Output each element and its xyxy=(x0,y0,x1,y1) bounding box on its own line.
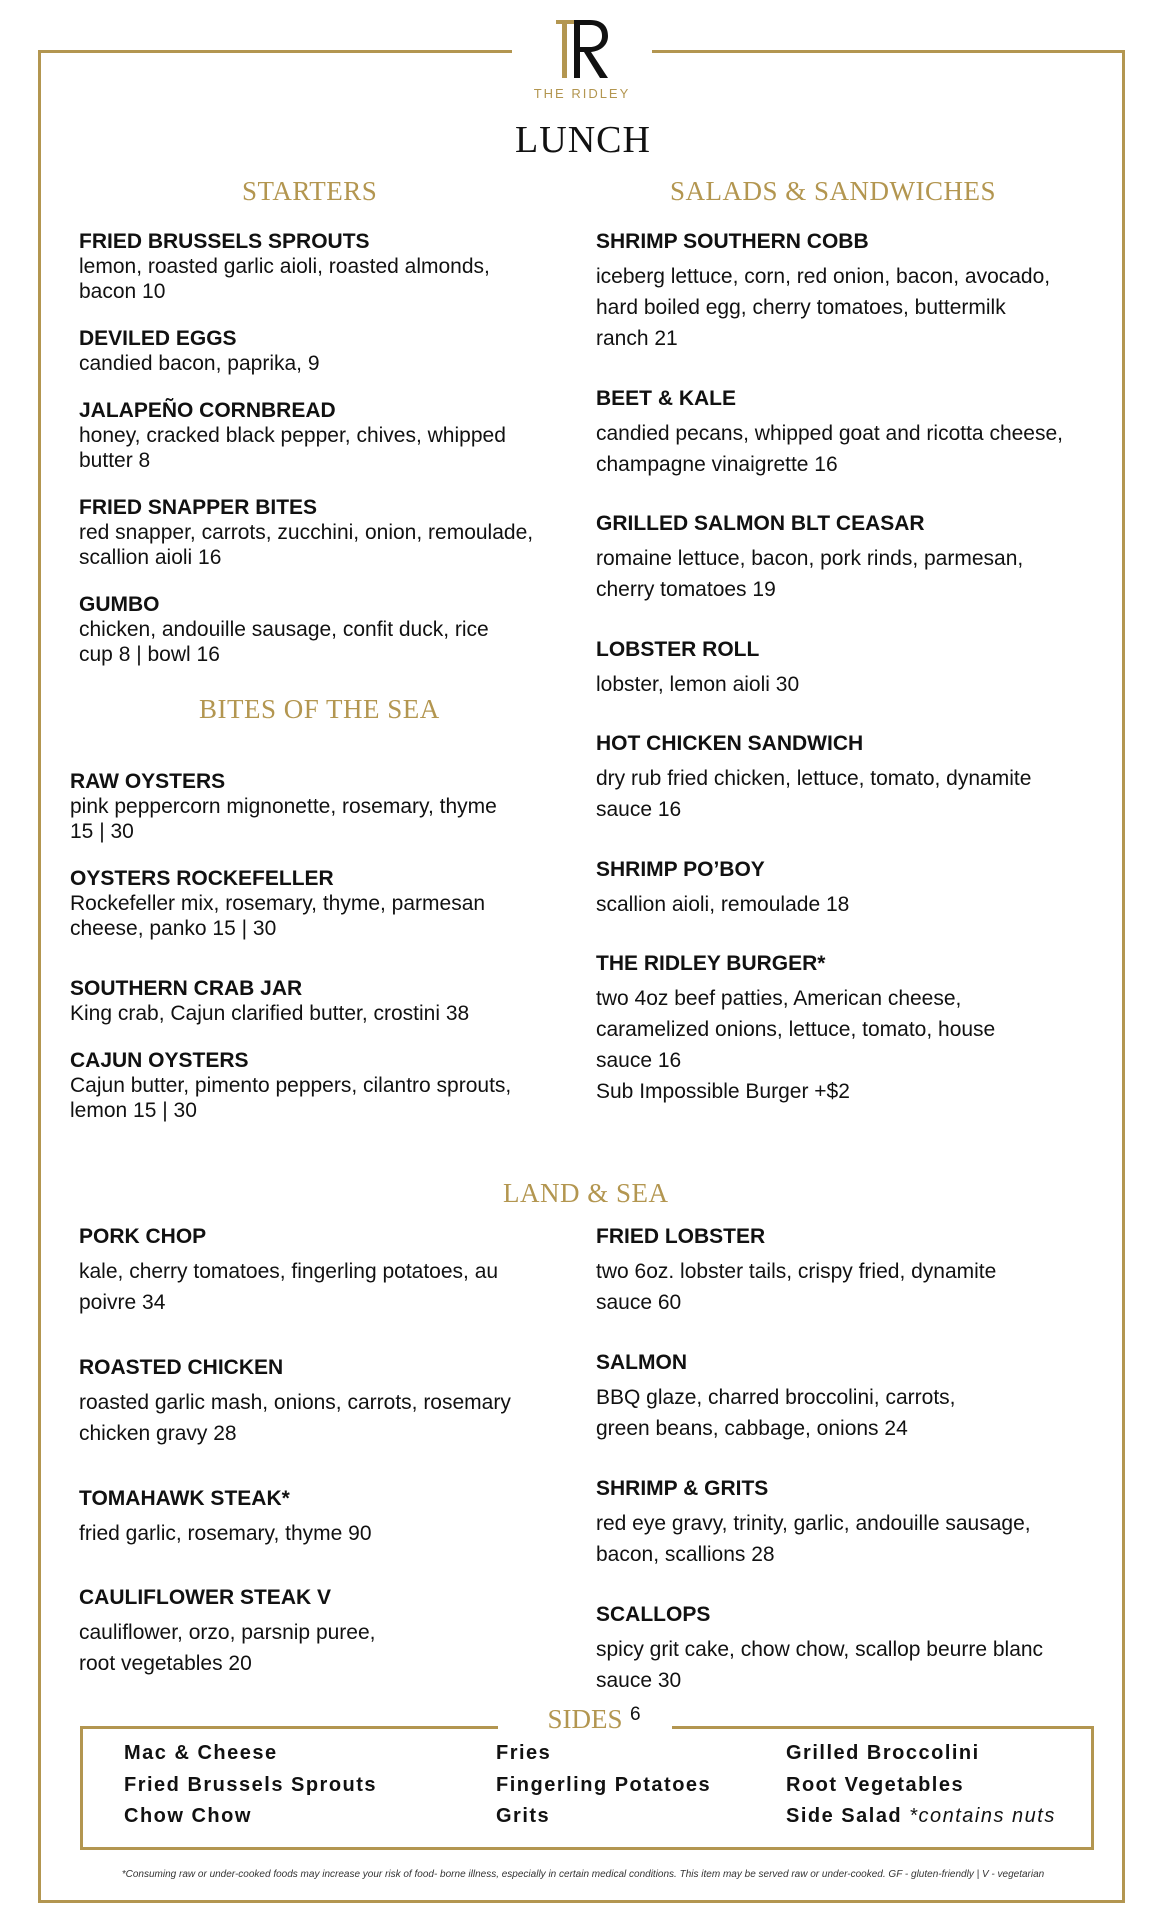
item-name: BEET & KALE xyxy=(596,387,737,410)
side-item xyxy=(786,1805,1056,1828)
menu-item xyxy=(596,951,995,1107)
item-desc: romaine lettuce, bacon, pork rinds, parmesan, cherry tomatoes 19 xyxy=(596,547,1024,601)
item-name: THE RIDLEY BURGER* xyxy=(596,952,826,975)
item-name: HOT CHICKEN SANDWICH xyxy=(596,732,864,755)
side-item: Grilled Broccolini xyxy=(786,1742,980,1764)
item-desc: red eye gravy, trinity, garlic, andouille sausage, bacon, scallions 28 xyxy=(596,1512,1031,1566)
item-desc: BBQ glaze, charred broccolini, carrots, green beans, cabbage, onions 24 xyxy=(596,1386,956,1440)
menu-item xyxy=(596,637,799,700)
menu-item xyxy=(596,1476,1031,1570)
item-desc: honey, cracked black pepper, chives, whipped butter 8 xyxy=(79,424,506,472)
item-name: FRIED SNAPPER BITES xyxy=(79,496,318,519)
side-item: Grits xyxy=(496,1805,551,1827)
item-name: DEVILED EGGS xyxy=(79,327,237,350)
side-item: Fingerling Potatoes xyxy=(496,1774,712,1796)
land-sea-heading: LAND & SEA xyxy=(503,1178,669,1208)
page-title: LUNCH xyxy=(515,119,651,161)
item-desc: Rockefeller mix, rosemary, thyme, parmesan cheese, panko 15 | 30 xyxy=(70,892,486,940)
item-name: CAULIFLOWER STEAK V xyxy=(79,1586,331,1609)
item-name: ROASTED CHICKEN xyxy=(79,1356,284,1379)
side-item: Fries xyxy=(496,1742,552,1764)
item-desc: fried garlic, rosemary, thyme 90 xyxy=(79,1522,372,1545)
item-desc: red snapper, carrots, zucchini, onion, remoulade, scallion aioli 16 xyxy=(79,521,534,569)
side-item: Mac & Cheese xyxy=(124,1742,278,1764)
item-name: LOBSTER ROLL xyxy=(596,638,760,661)
menu-item xyxy=(70,1048,511,1123)
item-name: RAW OYSTERS xyxy=(70,770,226,793)
item-desc: King crab, Cajun clarified butter, crostini 38 xyxy=(70,1002,470,1025)
item-name: SHRIMP & GRITS xyxy=(596,1477,769,1500)
item-desc: scallion aioli, remoulade 18 xyxy=(596,893,850,916)
item-desc: lemon, roasted garlic aioli, roasted almonds, bacon 10 xyxy=(79,255,490,303)
menu-item xyxy=(79,326,320,376)
item-desc: candied bacon, paprika, 9 xyxy=(79,352,320,375)
item-desc: candied pecans, whipped goat and ricotta cheese, champagne vinaigrette 16 xyxy=(596,422,1063,476)
item-name: FRIED LOBSTER xyxy=(596,1225,766,1248)
menu-item xyxy=(79,1224,498,1318)
menu-item xyxy=(596,1350,955,1444)
item-name: GUMBO xyxy=(79,593,160,616)
brand-name: THE RIDLEY xyxy=(533,86,631,101)
item-desc: pink peppercorn mignonette, rosemary, thyme 15 | 30 xyxy=(70,795,497,843)
item-name: GRILLED SALMON BLT CEASAR xyxy=(596,512,925,535)
item-desc: roasted garlic mash, onions, carrots, rosemary chicken gravy 28 xyxy=(79,1391,511,1445)
item-name: FRIED BRUSSELS SPROUTS xyxy=(79,230,370,253)
item-desc: two 6oz. lobster tails, crispy fried, dynamite sauce 60 xyxy=(596,1260,997,1314)
item-desc: spicy grit cake, chow chow, scallop beurre blanc sauce 30 xyxy=(596,1638,1044,1692)
menu-item xyxy=(596,386,1063,480)
item-name: CAJUN OYSTERS xyxy=(70,1049,249,1072)
item-desc: chicken, andouille sausage, confit duck, rice cup 8 | bowl 16 xyxy=(79,618,489,666)
side-item: Chow Chow xyxy=(124,1805,252,1827)
item-desc: kale, cherry tomatoes, fingerling potatoes, au poivre 34 xyxy=(79,1260,499,1314)
side-item: Fried Brussels Sprouts xyxy=(124,1774,378,1796)
menu-item xyxy=(70,866,485,941)
sides-heading: SIDES xyxy=(498,1704,672,1735)
footnote: *Consuming raw or under-cooked foods may increase your risk of food- borne illness, especially in certain medical conditions. This item may be served raw or under-cooked. GF - gluten-friendly | V - vegetarian xyxy=(121,1869,1045,1880)
item-name: PORK CHOP xyxy=(79,1225,207,1248)
menu-item xyxy=(79,592,489,667)
side-item-label: Side Salad xyxy=(786,1805,903,1827)
item-name: JALAPEÑO CORNBREAD xyxy=(79,399,336,422)
menu-item xyxy=(79,1355,511,1449)
logo xyxy=(512,8,652,108)
item-name: TOMAHAWK STEAK* xyxy=(79,1487,290,1510)
item-name: OYSTERS ROCKEFELLER xyxy=(70,867,334,890)
menu-item xyxy=(596,1224,996,1318)
bites-heading: BITES OF THE SEA xyxy=(199,694,440,724)
menu-item xyxy=(79,398,506,473)
menu-item xyxy=(70,976,469,1026)
menu-item xyxy=(79,229,490,304)
item-name: SCALLOPS xyxy=(596,1603,711,1626)
item-desc: lobster, lemon aioli 30 xyxy=(596,673,800,696)
menu-item xyxy=(596,731,1031,825)
menu-item xyxy=(596,511,1023,605)
item-name: SOUTHERN CRAB JAR xyxy=(70,977,303,1000)
item-desc: dry rub fried chicken, lettuce, tomato, dynamite sauce 16 xyxy=(596,767,1032,821)
sides-price: 6 xyxy=(630,1704,641,1725)
nuts-note: *contains nuts xyxy=(909,1805,1056,1827)
item-desc: Cajun butter, pimento peppers, cilantro sprouts, lemon 15 | 30 xyxy=(70,1074,512,1122)
starters-heading: STARTERS xyxy=(242,176,378,206)
item-name: SHRIMP SOUTHERN COBB xyxy=(596,230,869,253)
item-name: SALMON xyxy=(596,1351,687,1374)
menu-item xyxy=(79,1486,372,1549)
item-desc: two 4oz beef patties, American cheese, caramelized onions, lettuce, tomato, house sauce 16 Sub Impossible Burger +$2 xyxy=(596,987,996,1103)
menu-item xyxy=(70,769,497,844)
menu-item xyxy=(596,229,1050,354)
menu-item xyxy=(596,1602,1043,1696)
menu-item xyxy=(79,495,533,570)
menu-item xyxy=(79,1585,376,1679)
item-desc: cauliflower, orzo, parsnip puree, root vegetables 20 xyxy=(79,1621,376,1675)
menu-item xyxy=(596,857,849,920)
ridley-monogram-icon xyxy=(550,14,614,84)
item-desc: iceberg lettuce, corn, red onion, bacon, avocado, hard boiled egg, cherry tomatoes, buttermilk ranch 21 xyxy=(596,265,1051,350)
item-name: SHRIMP PO’BOY xyxy=(596,858,765,881)
side-item: Root Vegetables xyxy=(786,1774,965,1796)
salads-heading: SALADS & SANDWICHES xyxy=(670,176,997,206)
